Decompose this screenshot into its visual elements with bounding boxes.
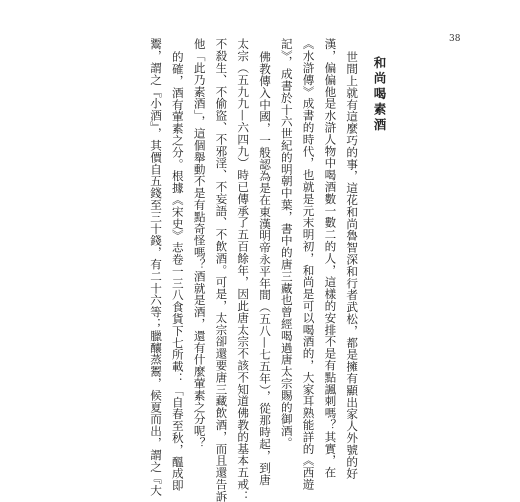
text-column: 記》，成書於十六世紀的明朝中葉，書中的唐三藏也曾經喝過唐太宗賜的御酒。 xyxy=(279,38,294,449)
text-column: 世間上就有這麼巧的事，這花和尚魯智深和行者武松，都是擁有顯出家人外號的好 xyxy=(345,51,360,480)
vertical-text-body xyxy=(20,38,390,502)
page-number: 38 xyxy=(449,34,461,44)
paragraph-1 xyxy=(275,38,362,491)
text-column: 佛教傳入中國，一般認為是在東漢明帝永平年間（五八—七五年），從那時起，到唐 xyxy=(258,51,273,486)
text-column: 太宗（五九九—六四九）時已傳承了五百餘年，因此唐太宗不該不知道佛教的基本五戒： xyxy=(236,38,251,502)
paragraph-2 xyxy=(188,38,275,502)
text-column: 他「此乃素酒」，這個舉動不是有點奇怪嗎？酒就是酒，還有什麼葷素之分呢？ xyxy=(192,38,207,449)
paragraph-3 xyxy=(144,38,188,497)
chapter-title: 和尚喝素酒 xyxy=(372,56,387,134)
text-column: 《水滸傳》成書的時代，也就是元末明初，和尚是可以喝酒的，大家耳熟能詳的《西遊 xyxy=(301,38,316,491)
text-column: 漢，偏偏他是水滸人物中喝酒數一數二的人，這樣的安排不是有點諷刺嗎？其實，在 xyxy=(323,38,338,479)
text-column: 的確，酒有葷素之分。根據《宋史》志卷一三八食貨下七所載：「自春至秋，醞成即 xyxy=(170,51,185,492)
text-column: 不殺生、不偷盜、不邪淫、不妄語、不飲酒。可是，太宗卻還要唐三藏飲酒，而且還告訴 xyxy=(214,38,229,502)
text-column: 鬻，謂之『小酒』，其價自五錢至三十錢，有二十六等；臘釀蒸鬻，候夏而出，謂之『大 xyxy=(149,38,164,497)
